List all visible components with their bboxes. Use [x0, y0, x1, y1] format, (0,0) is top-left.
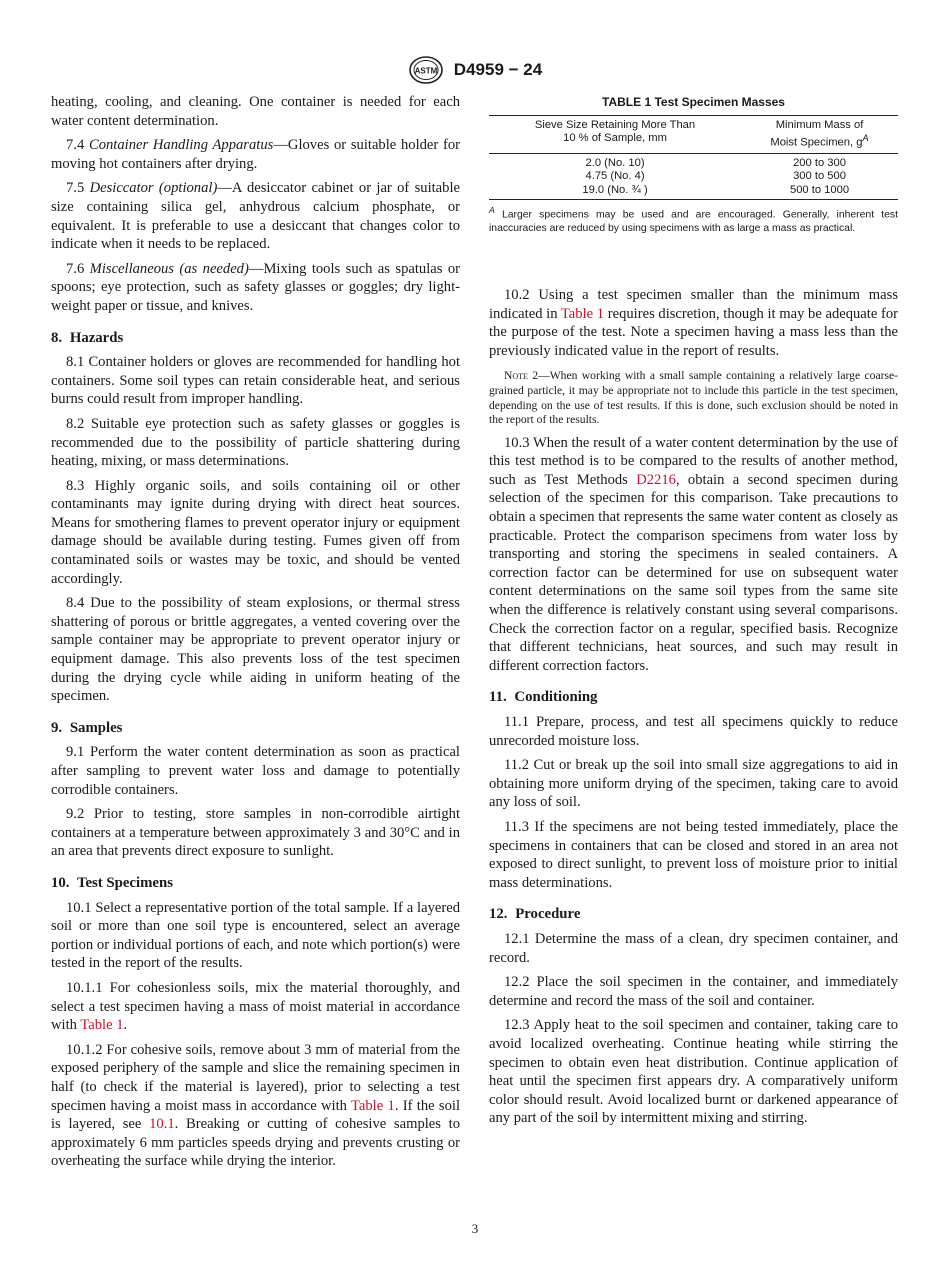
- paragraph-10-3: 10.3 When the result of a water content determination by the use of this test method is to be compared to the results of another method, such as Test Methods D2216, obtain a second specimen during selection of the specimen for this comparison. Take precautions to obtain a specimen that represents the same water content as closely as practicable. Protect the comparison specimens from water loss by transporting and storing the specimens in sealed containers. A correction factor can be determined for use on subsequent water content determinations on the same soil types from the same site when the difference is relatively constant using several comparisons. Check the correction factor on a regular, specified basis. Recognize that different technicians, heat sources, and such may result in different correction factors.: [489, 434, 898, 674]
- d2216-link[interactable]: D2216: [636, 471, 676, 488]
- section-heading-test-specimens: 10. Test Specimens: [51, 874, 173, 891]
- svg-text:ASTM: ASTM: [414, 66, 438, 76]
- table-cell-sieve: 2.0 (No. 10): [585, 156, 645, 169]
- table-row: [489, 153, 898, 170]
- table-1-link[interactable]: Table 1: [80, 1017, 124, 1034]
- page-header: [0, 55, 950, 85]
- paragraph-7-4: 7.4 Container Handling Apparatus—Gloves or suitable holder for moving hot containers after drying.: [51, 137, 460, 172]
- table-cell-mass: 200 to 300: [793, 156, 846, 169]
- paragraph-7-3-continued: heating, cooling, and cleaning. One container is needed for each water content determination.: [51, 94, 460, 129]
- paragraph-11-3: 11.3 If the specimens are not being tested immediately, place the specimens in containers that can be closed and stored in an area not exposed to direct sunlight, to prevent loss of moisture prior to initial mass determinations.: [489, 818, 898, 891]
- paragraph-8-1: 8.1 Container holders or gloves are recommended for handling hot containers. Some soil types can retain considerable heat, and serious burns could result from improper handling.: [51, 354, 460, 408]
- section-heading-procedure: 12. Procedure: [489, 906, 581, 923]
- paragraph-12-3: 12.3 Apply heat to the soil specimen and container, taking care to avoid localized overheating. Continue heating while stirring the specimen to obtain even heat distribution. Continue application of heat until the specimen first appears dry. A comparatively uniform color should result. Avoid localized burnt or darkened appearance of any part of the soil by intermittent mixing and stirring.: [489, 1017, 898, 1127]
- table-1-link[interactable]: Table 1: [560, 305, 605, 322]
- table-1-link[interactable]: Table 1: [351, 1097, 395, 1114]
- table-cell-sieve: 19.0 (No. ¾ ): [489, 184, 741, 200]
- test-specimen-masses-table: [489, 115, 898, 201]
- table-cell-mass: 300 to 500: [793, 170, 846, 183]
- column-header-sieve-size: Sieve Size Retaining More Than 10 % of Sample, mm: [489, 115, 741, 153]
- paragraph-8-3: 8.3 Highly organic soils, and soils containing oil or other contaminants may ignite during drying with direct heat sources. Means for smothering flames to prevent operator injury or equipment damage should be available during testing. Fumes given off from contaminated soils or wastes may be toxic, and should be vented accordingly.: [51, 477, 460, 587]
- section-heading-samples: 9. Samples: [51, 719, 123, 736]
- note-2: Note 2—When working with a small sample containing a relatively large coarse-grained particle, it may be appropriate not to include this particle in the test specimen, depending on the use of test results. If this is done, such exclusion should be noted in the report of the results.: [489, 369, 898, 427]
- table-cell-mass: 500 to 1000: [741, 184, 898, 200]
- page-number: 3: [471, 1221, 479, 1236]
- table-cell-sieve: 4.75 (No. 4): [585, 170, 645, 183]
- paragraph-8-4: 8.4 Due to the possibility of steam explosions, or thermal stress shattering of porous or brittle aggregates, a vented covering over the sample container may be appropriate to prevent operator injury or equipment damage. This also prevents loss of the test specimen during the drying cycle while aiding in uniform heating of the specimen.: [51, 595, 460, 705]
- paragraph-10-2: 10.2 Using a test specimen smaller than the minimum mass indicated in Table 1 requires discretion, though it may be adequate for the purpose of the test. Note a specimen having a mass less than the previously indicated value in the report of results.: [489, 286, 898, 359]
- section-heading-hazards: 8. Hazards: [51, 329, 124, 346]
- paragraph-11-1: 11.1 Prepare, process, and test all specimens quickly to reduce unrecorded moisture loss.: [489, 714, 898, 749]
- astm-logo-icon: [408, 55, 444, 85]
- section-heading-conditioning: 11. Conditioning: [489, 689, 598, 706]
- table-row: [489, 170, 898, 184]
- paragraph-7-5: 7.5 Desiccator (optional)—A desiccator cabinet or jar of suitable size containing silica gel, anhydrous calcium phosphate, or equivalent. It is preferable to use a desiccant that changes color to indicate when it needs to be replaced.: [51, 180, 460, 253]
- paragraph-9-1: 9.1 Perform the water content determination as soon as practical after sampling to prevent water loss and damage to potentially corrodible containers.: [51, 744, 460, 798]
- table-row: [489, 184, 898, 200]
- paragraph-12-1: 12.1 Determine the mass of a clean, dry specimen container, and record.: [489, 930, 898, 966]
- table-1-title: TABLE 1 Test Specimen Masses: [602, 95, 785, 109]
- table-1-footnote: $^A$ Larger specimens may be used and are encouraged. Generally, inherent test inaccuracies are reduced by using specimens with as large a mass as practical.: [489, 205, 898, 235]
- paragraph-12-2: 12.2 Place the soil specimen in the container, and immediately determine and record the mass of the soil and container.: [489, 974, 898, 1009]
- section-10-1-link[interactable]: 10.1: [149, 1116, 175, 1133]
- table-1: [489, 93, 898, 236]
- document-id: D4959 − 24: [453, 60, 543, 79]
- paragraph-10-1: 10.1 Select a representative portion of the total sample. If a layered soil or more than one soil type is encountered, select an average portion or individual portions of each, and note which portion(s) were tested in the report of the results.: [51, 899, 460, 972]
- column-header-minimum-mass: Minimum Mass of Moist Specimen, $g^A$: [741, 115, 898, 153]
- left-column: [51, 93, 460, 1177]
- paragraph-8-2: 8.2 Suitable eye protection such as safety glasses or goggles is recommended due to the possibility of particle shattering during heating, mixing, or mass determinations.: [51, 415, 460, 470]
- paragraph-9-2: 9.2 Prior to testing, store samples in non-corrodible airtight containers at a temperature between approximately 3 and 30°C and in an area that prevents direct exposure to sunlight.: [51, 806, 460, 860]
- paragraph-10-1-1: 10.1.1 For cohesionless soils, mix the material thoroughly, and select a test specimen having a mass of moist material in accordance with Table 1.: [51, 979, 460, 1034]
- table-header-row: [489, 115, 898, 153]
- paragraph-11-2: 11.2 Cut or break up the soil into small size aggregations to aid in obtaining more uniform drying of the specimen, taking care to avoid any loss of soil.: [489, 757, 898, 811]
- right-column: [489, 93, 898, 1134]
- paragraph-7-6: 7.6 Miscellaneous (as needed)—Mixing tools such as spatulas or spoons; eye protection, such as safety glasses or goggles; dry light-weight paper or tissue, and knives.: [51, 260, 460, 314]
- paragraph-10-1-2: 10.1.2 For cohesive soils, remove about 3 mm of material from the exposed periphery of the sample and slice the remaining specimen in half (to check if the material is layered), prior to selecting a test specimen having a moist mass in accordance with Table 1. If the soil is layered, see 10.1. Breaking or cutting of cohesive samples to approximately 6 mm particles speeds drying and prevents crusting or overheating the surface while drying the interior.: [51, 1041, 461, 1170]
